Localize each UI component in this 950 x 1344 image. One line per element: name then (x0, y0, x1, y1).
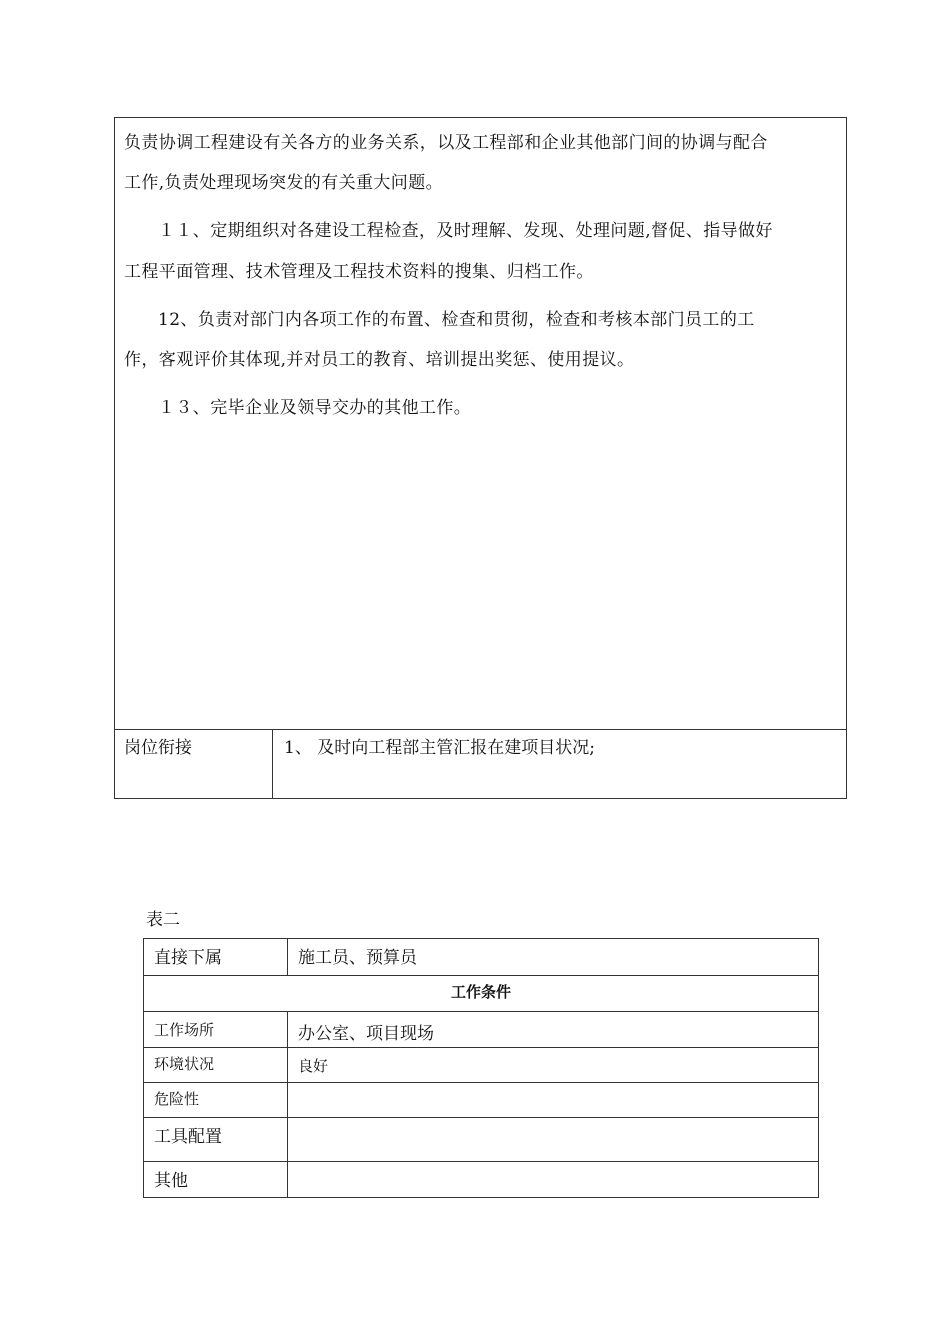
row-label-other: 其他 (154, 1171, 188, 1191)
paragraph-line: 负责协调工程建设有关各方的业务关系，以及工程部和企业其他部门间的协调与配合 (124, 133, 768, 153)
table-divider (115, 729, 846, 730)
row-label-environment: 环境状况 (154, 1055, 215, 1073)
table-divider (144, 1011, 818, 1012)
table-divider (144, 975, 818, 976)
paragraph-line: 12、负责对部门内各项工作的布置、检查和贯彻，检查和考核本部门员工的工 (158, 310, 755, 330)
direct-subordinates-value: 施工员、预算员 (298, 948, 417, 968)
work-conditions-table (143, 938, 819, 1198)
post-link-label: 岗位衔接 (124, 738, 192, 758)
paragraph-line: 工程平面管理、技术管理及工程技术资料的搜集、归档工作。 (124, 262, 594, 282)
row-label-workplace: 工作场所 (154, 1021, 215, 1039)
row-label-tools: 工具配置 (154, 1127, 222, 1147)
paragraph-line: 工作,负责处理现场突发的有关重大问题。 (124, 173, 444, 193)
table-divider (287, 1011, 288, 1197)
row-value-workplace: 办公室、项目现场 (298, 1024, 434, 1044)
row-value-environment: 良好 (298, 1057, 329, 1075)
table-divider (144, 1161, 818, 1162)
direct-subordinates-label: 直接下属 (154, 948, 222, 968)
table-divider (287, 939, 288, 975)
paragraph-line: 作，客观评价其体现,并对员工的教育、培训提出奖惩、使用提议。 (124, 350, 635, 370)
row-label-hazard: 危险性 (154, 1090, 200, 1108)
table-caption: 表二 (146, 910, 180, 930)
table-divider (144, 1047, 818, 1048)
table-divider (144, 1082, 818, 1083)
table-divider (272, 729, 273, 798)
table-divider (144, 1117, 818, 1118)
paragraph-line: １３、完毕企业及领导交办的其他工作。 (158, 398, 472, 418)
work-conditions-header: 工作条件 (450, 983, 511, 1001)
paragraph-line: １１、定期组织对各建设工程检查，及时理解、发现、处理问题,督促、指导做好 (158, 221, 773, 241)
post-link-value: 1、 及时向工程部主管汇报在建项目状况; (284, 738, 595, 758)
